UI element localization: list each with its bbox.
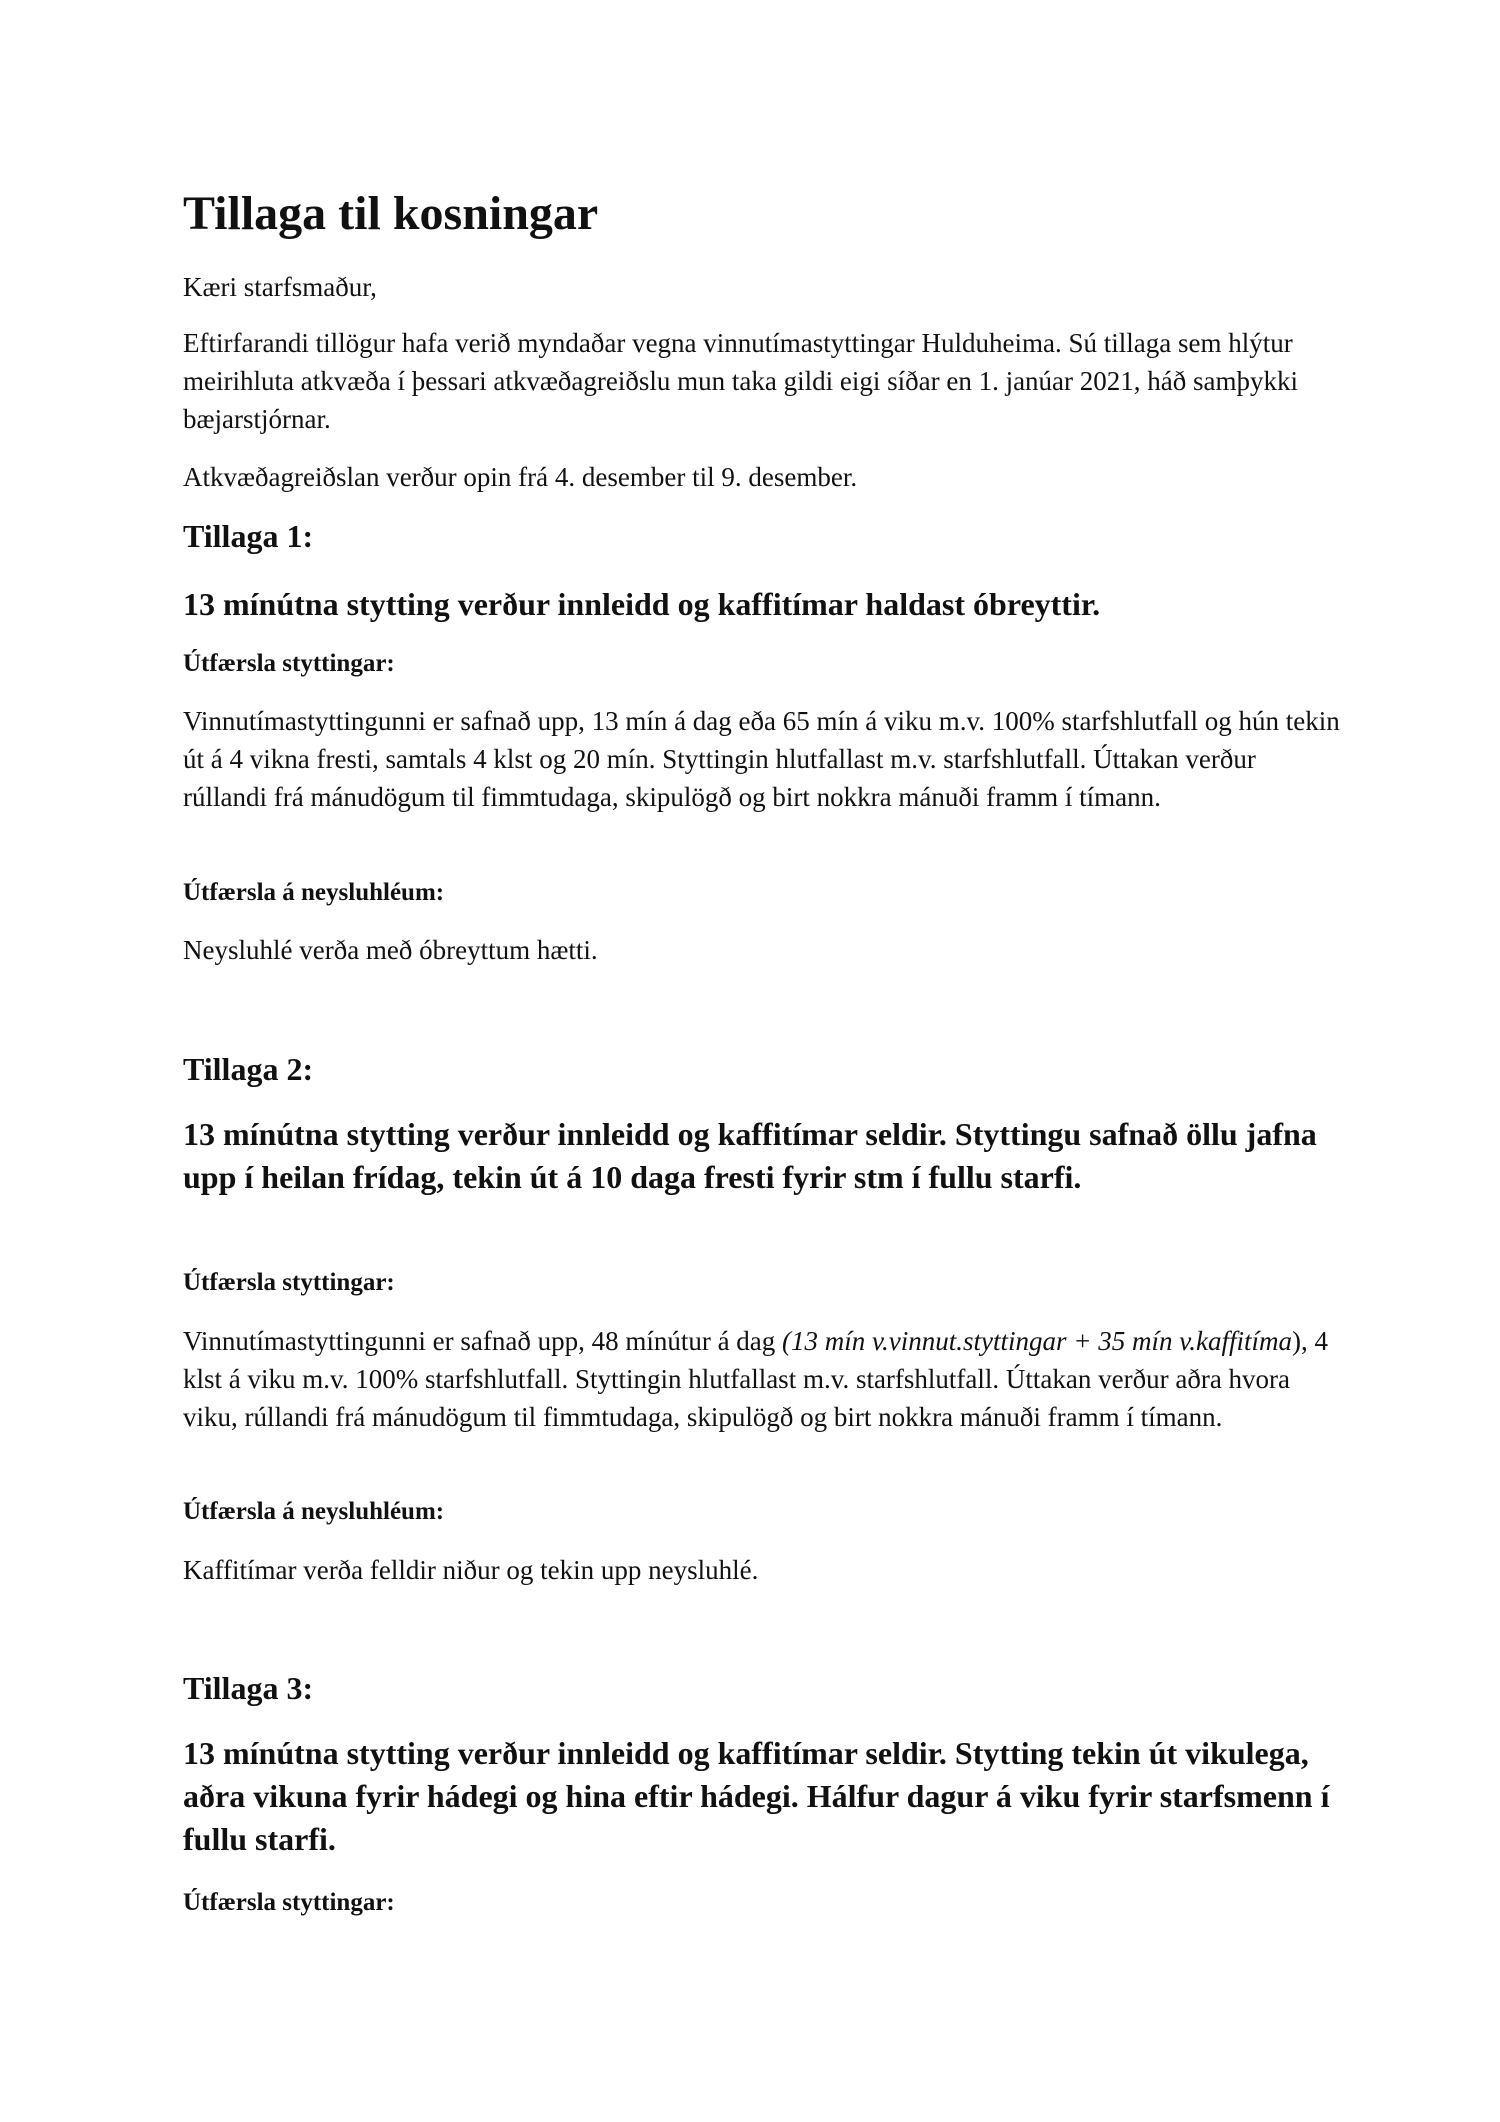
proposal-2-breaks-heading: Útfærsla á neysluhléum: (183, 1498, 445, 1525)
proposal-2-shortening-text-part2: ), 4 klst á viku m.v. 100% starfshlutfall. Styttingin hlutfallast m.v. starfshlutfall. Úttakan verður aðra hvora viku, rúllandi frá mánudögum til fimmtudaga, skipulögð og birt nokkra mánuði framm í tímann. (183, 1326, 1328, 1432)
proposal-3-shortening-heading: Útfærsla styttingar: (183, 1889, 395, 1916)
proposal-3-label: Tillaga 3: (183, 1670, 314, 1706)
proposal-1-headline: 13 mínútna stytting verður innleidd og kaffitímar haldast óbreyttir. (183, 586, 1101, 622)
proposal-2-shortening-text-part1: Vinnutímastyttingunni er safnað upp, 48 mínútur á dag (183, 1326, 783, 1356)
proposal-2-label: Tillaga 2: (183, 1051, 314, 1087)
proposal-2-shortening-text-italic: (13 mín v.vinnut.styttingar + 35 mín v.kaffitíma (782, 1326, 1292, 1356)
proposal-2-shortening-heading: Útfærsla styttingar: (183, 1269, 395, 1296)
proposal-2-headline: 13 mínútna stytting verður innleidd og kaffitímar seldir. Styttingu safnað öllu jafna upp í heilan frídag, tekin út á 10 daga fresti fyrir stm í fullu starfi. (183, 1116, 1317, 1195)
proposal-1-breaks-heading: Útfærsla á neysluhléum: (183, 879, 445, 906)
document-title: Tillaga til kosningar (183, 187, 599, 240)
proposal-1-label: Tillaga 1: (183, 518, 314, 554)
greeting: Kæri starfsmaður, (183, 272, 377, 302)
proposal-1-breaks-text: Neysluhlé verða með óbreyttum hætti. (183, 935, 598, 965)
proposal-2-shortening-text (183, 1322, 1343, 1436)
proposal-1-shortening-text: Vinnutímastyttingunni er safnað upp, 13 mín á dag eða 65 mín á viku m.v. 100% starfshlutfall og hún tekin út á 4 vikna fresti, samtals 4 klst og 20 mín. Styttingin hlutfallast m.v. starfshlutfall. Úttakan verður rúllandi frá mánudögum til fimmtudaga, skipulögð og birt nokkra mánuði framm í tímann. (183, 706, 1340, 812)
intro-paragraph: Eftirfarandi tillögur hafa verið myndaðar vegna vinnutímastyttingar Hulduheima. Sú tillaga sem hlýtur meirihluta atkvæða í þessari atkvæðagreiðslu mun taka gildi eigi síðar en 1. janúar 2021, háð samþykki bæjarstjórnar. (183, 328, 1299, 434)
proposal-2-breaks-text: Kaffitímar verða felldir niður og tekin upp neysluhlé. (183, 1555, 759, 1585)
voting-period: Atkvæðagreiðslan verður opin frá 4. desember til 9. desember. (183, 462, 858, 492)
proposal-1-shortening-heading: Útfærsla styttingar: (183, 650, 395, 677)
proposal-3-headline: 13 mínútna stytting verður innleidd og kaffitímar seldir. Stytting tekin út vikulega, aðra vikuna fyrir hádegi og hina eftir hádegi. Hálfur dagur á viku fyrir starfsmenn í fullu starfi. (183, 1735, 1330, 1857)
